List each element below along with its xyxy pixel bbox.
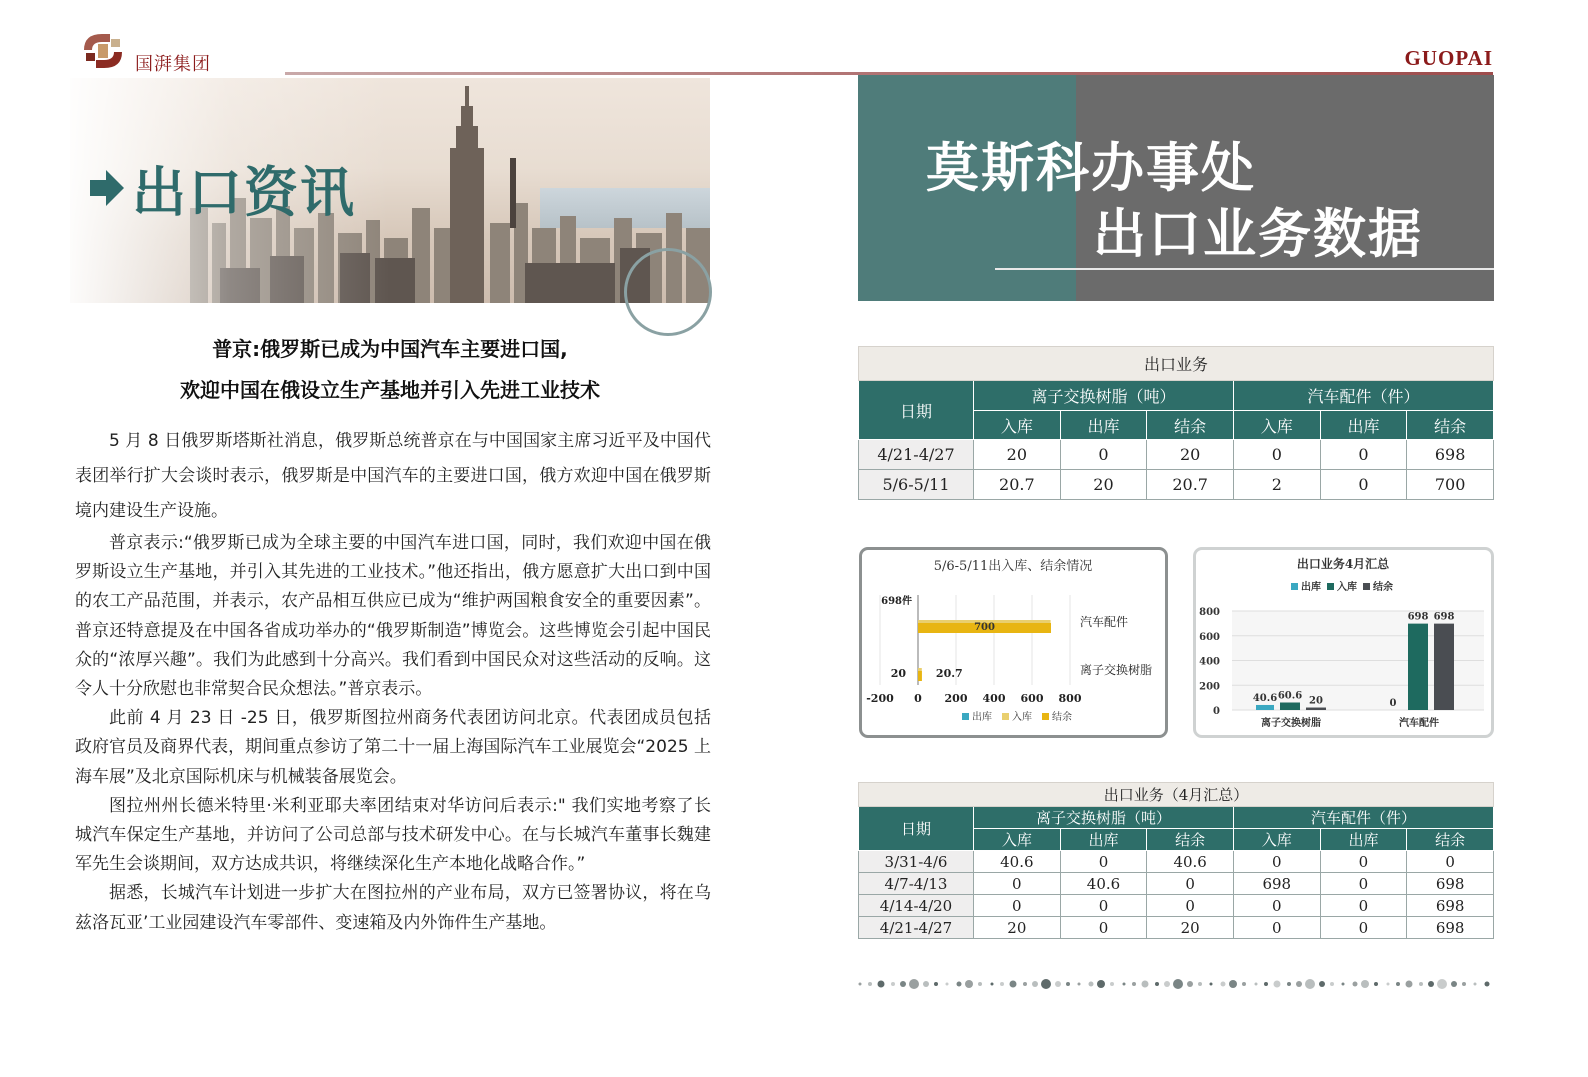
- table-cell: 0: [1147, 895, 1234, 917]
- table-cell: 0: [1060, 851, 1147, 873]
- table-row: [859, 470, 1494, 500]
- sub-header: 出库: [1320, 829, 1407, 851]
- sub-header: 入库: [1233, 829, 1320, 851]
- decorative-dot: [1055, 981, 1061, 987]
- table-cell: 0: [1147, 873, 1234, 895]
- office-subtitle: 出口业务数据: [1093, 204, 1423, 265]
- table-caption: 出口业务（4月汇总）: [859, 783, 1494, 807]
- legend-swatch: [1291, 583, 1298, 590]
- table-cell: 698: [1407, 873, 1494, 895]
- chart-data-label: 698件: [881, 596, 912, 607]
- decorative-dot: [1353, 982, 1358, 987]
- legend-label: 出库: [1301, 582, 1321, 593]
- decorative-dot: [1010, 981, 1017, 988]
- chart-bar: [1280, 703, 1300, 710]
- decorative-dot: [909, 979, 919, 989]
- chart-category-label: 汽车配件: [1080, 615, 1129, 629]
- table-cell: 20: [974, 917, 1061, 939]
- table-cell: 0: [1060, 440, 1147, 470]
- guopai-logo-icon: [80, 30, 126, 72]
- chart-tick-label: 800: [1199, 607, 1220, 618]
- decorative-dot: [1000, 982, 1004, 986]
- chart-tick-label: 400: [982, 692, 1006, 705]
- decorative-dot: [868, 982, 872, 986]
- decorative-dot: [1474, 983, 1477, 986]
- legend-label: 结余: [1052, 712, 1072, 723]
- chart-tick-label: 0: [1213, 706, 1220, 717]
- brand-right: GUOPAI: [1404, 46, 1493, 70]
- decorative-dot: [1319, 981, 1325, 987]
- header-underline: [995, 268, 1494, 270]
- legend-label: 出库: [972, 712, 992, 723]
- decorative-dot: [891, 982, 895, 986]
- decorative-dot: [1255, 983, 1258, 986]
- table-cell: 0: [1233, 851, 1320, 873]
- table-cell: 0: [1233, 440, 1320, 470]
- decorative-dot: [1387, 983, 1390, 986]
- resin-group-header: 离子交换树脂（吨）: [974, 807, 1234, 829]
- table-row: [859, 917, 1494, 939]
- decorative-dot: [934, 982, 938, 986]
- chart-title: 出口业务4月汇总: [1296, 557, 1390, 571]
- sub-header: 结余: [1147, 829, 1234, 851]
- table-cell: 20.7: [1147, 470, 1234, 500]
- chart-data-label: 700: [974, 622, 995, 633]
- banner-title: 出口资讯: [132, 161, 356, 224]
- decorative-dot: [923, 981, 929, 987]
- chart-bar: [1434, 624, 1454, 710]
- chart-bar: [918, 668, 922, 671]
- article-body: [75, 424, 711, 938]
- decorative-dot: [1229, 980, 1237, 988]
- table-cell: 0: [1320, 917, 1407, 939]
- decorative-dot: [1164, 981, 1170, 987]
- decorative-dot: [1305, 979, 1315, 989]
- table-cell: 0: [974, 873, 1061, 895]
- decorative-dot: [1123, 983, 1126, 986]
- decorative-dot: [1419, 982, 1423, 986]
- decorative-dot: [1374, 982, 1378, 986]
- decorative-dot: [1078, 983, 1081, 986]
- legend-swatch: [1363, 583, 1370, 590]
- decorative-dot: [946, 983, 949, 986]
- decorative-dot: [1089, 982, 1094, 987]
- chart-category-label: 汽车配件: [1399, 718, 1439, 729]
- table-cell: 4/7-4/13: [859, 873, 974, 895]
- decorative-dot: [1198, 982, 1202, 986]
- decorative-dot: [1396, 982, 1400, 986]
- chart-april-panel: [1193, 547, 1494, 738]
- decorative-dot: [1437, 979, 1447, 989]
- sub-header: 结余: [1147, 411, 1234, 440]
- sub-header: 结余: [1407, 411, 1494, 440]
- table-cell: 20: [974, 440, 1061, 470]
- decorative-dot: [1342, 983, 1345, 986]
- table-cell: 5/6-5/11: [859, 470, 974, 500]
- decorative-dot: [991, 983, 994, 986]
- decorative-dot: [965, 980, 973, 988]
- chart-bar: [918, 671, 922, 681]
- sub-header: 出库: [1060, 829, 1147, 851]
- decorative-dot: [1274, 981, 1281, 988]
- parts-group-header: 汽车配件（件）: [1233, 381, 1493, 411]
- table-row: [859, 873, 1494, 895]
- chart-weekly: [862, 550, 1165, 735]
- chart-bar: [1306, 708, 1326, 710]
- chart-tick-label: 600: [1199, 631, 1220, 643]
- article-title-line2: 欢迎中国在俄设立生产基地并引入先进工业技术: [180, 378, 600, 402]
- decorative-dot: [1451, 981, 1457, 987]
- chart-data-label: 698: [1433, 611, 1455, 623]
- table-cell: 40.6: [1147, 851, 1234, 873]
- article-paragraph: 普京表示:“俄罗斯已成为全球主要的中国汽车进口国，同时，我们欢迎中国在俄罗斯设立生产基地，并引入其先进的工业技术。”他还指出，俄方愿意扩大出口到中国的农工产品范围，并表示，农产品相互供应已成为“维护两国粮食安全的重要因素”。普京还特意提及在中国各省成功举办的“俄罗斯制造”博览会。这些博览会引起中国民众的“浓厚兴趣”。我们为此感到十分高兴。我们看到中国民众对这些活动的反响。这令人十分欣慰也非常契合民众想法。”普京表示。: [75, 533, 711, 700]
- chart-category-label: 离子交换树脂: [1080, 663, 1153, 677]
- article-paragraph: 图拉州州长德米特里·米利亚耶夫率团结束对华访问后表示:" 我们实地考察了长城汽车保定生产基地，并访问了公司总部与技术研发中心。在与长城汽车董事长魏建军先生会谈期间，双方达成共识，将继续深化生产本地化战略合作。”: [75, 795, 711, 875]
- sub-header: 结余: [1407, 829, 1494, 851]
- table-cell: 4/21-4/27: [859, 440, 974, 470]
- sub-header: 出库: [1060, 411, 1147, 440]
- sub-header: 出库: [1320, 411, 1407, 440]
- table-cell: 0: [1060, 895, 1147, 917]
- table-cell: 20: [1147, 917, 1234, 939]
- legend-label: 入库: [1337, 582, 1357, 593]
- decorative-dot: [978, 982, 982, 986]
- decorative-dot: [1361, 980, 1369, 988]
- decorative-dot: [1221, 982, 1226, 987]
- chart-data-label: 60.6: [1277, 690, 1303, 702]
- arrow-right-icon: [88, 168, 126, 208]
- chart-tick-label: 200: [944, 692, 968, 705]
- decorative-dot: [1041, 979, 1051, 989]
- chart-bar: [1408, 624, 1428, 710]
- decorative-dot: [1187, 981, 1193, 987]
- chart-category-label: 离子交换树脂: [1261, 718, 1321, 729]
- table-caption: 出口业务: [859, 347, 1494, 381]
- export-april-summary-table: [858, 782, 1494, 939]
- table-cell: 0: [1233, 917, 1320, 939]
- decorative-dot: [1330, 982, 1334, 986]
- decorative-dot: [1066, 982, 1070, 986]
- legend-swatch: [962, 713, 969, 720]
- sub-header: 入库: [1233, 411, 1320, 440]
- decorative-dot: [859, 983, 862, 986]
- decorative-dot: [1406, 981, 1413, 988]
- table-cell: 698: [1233, 873, 1320, 895]
- chart-tick-label: 200: [1199, 681, 1220, 693]
- decorative-dot: [1428, 981, 1434, 987]
- table-row: [859, 440, 1494, 470]
- table-cell: 0: [1060, 917, 1147, 939]
- office-title: 莫斯科办事处: [926, 138, 1256, 199]
- chart-data-label: 20: [890, 667, 906, 680]
- chart-tick-label: -200: [866, 692, 894, 705]
- decorative-dot: [1296, 981, 1302, 987]
- table-cell: 40.6: [974, 851, 1061, 873]
- chart-data-label: 698: [1407, 611, 1429, 623]
- sub-header: 入库: [974, 829, 1061, 851]
- chart-data-label: 40.6: [1252, 692, 1278, 704]
- table-cell: 20: [1147, 440, 1234, 470]
- chart-tick-label: 400: [1199, 656, 1220, 668]
- decorative-dot: [1485, 982, 1490, 987]
- chart-tick-label: 800: [1058, 692, 1082, 705]
- parts-group-header: 汽车配件（件）: [1233, 807, 1493, 829]
- date-header: 日期: [859, 381, 974, 440]
- decorative-dot: [878, 981, 885, 988]
- table-cell: 4/14-4/20: [859, 895, 974, 917]
- decorative-dot: [1462, 982, 1466, 986]
- table-cell: 2: [1233, 470, 1320, 500]
- export-business-table: [858, 346, 1494, 500]
- resin-group-header: 离子交换树脂（吨）: [974, 381, 1234, 411]
- table-cell: 698: [1407, 895, 1494, 917]
- decorative-dot: [1132, 982, 1136, 986]
- table-cell: 0: [1407, 851, 1494, 873]
- legend-swatch: [1042, 713, 1049, 720]
- chart-tick-label: 600: [1020, 692, 1044, 705]
- table-cell: 20.7: [974, 470, 1061, 500]
- table-cell: 700: [1407, 470, 1494, 500]
- chart-tick-label: 0: [914, 692, 922, 705]
- decorative-dot: [1032, 981, 1038, 987]
- chart-weekly-panel: [859, 547, 1168, 738]
- table-cell: 0: [1320, 895, 1407, 917]
- chart-data-label: 20.7: [935, 667, 963, 680]
- decorative-dot: [1173, 979, 1183, 989]
- table-cell: 698: [1407, 917, 1494, 939]
- decorative-dot: [1110, 982, 1114, 986]
- article-paragraph: 据悉，长城汽车计划进一步扩大在图拉州的产业布局，双方已签署协议，将在乌兹洛瓦亚’工业园建设汽车零部件、变速箱及内外饰件生产基地。: [75, 883, 711, 933]
- decorative-dot: [957, 982, 962, 987]
- table-cell: 0: [1320, 440, 1407, 470]
- legend-swatch: [1002, 713, 1009, 720]
- chart-bar: [1256, 705, 1274, 710]
- chart-title: 5/6-5/11出入库、结余情况: [933, 559, 1093, 574]
- decorative-dot: [1242, 982, 1246, 986]
- article-title-line1: 普京:俄罗斯已成为中国汽车主要进口国,: [212, 337, 568, 361]
- article-paragraph: 5 月 8 日俄罗斯塔斯社消息，俄罗斯总统普京在与中国国家主席习近平及中国代表团举行扩大会谈时表示，俄罗斯是中国汽车的主要进口国，俄方欢迎中国在俄罗斯境内建设生产设施。: [75, 431, 711, 521]
- decorative-dot-row: [858, 978, 1494, 990]
- table-cell: 0: [974, 895, 1061, 917]
- chart-data-label: 0: [1389, 698, 1397, 709]
- decorative-dot: [1287, 982, 1291, 986]
- table-row: [859, 851, 1494, 873]
- decorative-circle: [624, 248, 712, 336]
- decorative-dot: [1155, 982, 1159, 986]
- table-row: [859, 895, 1494, 917]
- date-header: 日期: [859, 807, 974, 851]
- table-cell: 0: [1320, 470, 1407, 500]
- article-paragraph: 此前 4 月 23 日 -25 日，俄罗斯图拉州商务代表团访问北京。代表团成员包括政府官员及商界代表，期间重点参访了第二十一届上海国际汽车工业展览会“2025 上海车展”及北京国际机床与机械装备展览会。: [75, 708, 711, 787]
- chart-april: [1196, 550, 1491, 735]
- table-cell: 0: [1320, 873, 1407, 895]
- table-cell: 698: [1407, 440, 1494, 470]
- decorative-dot: [1023, 982, 1027, 986]
- decorative-dot: [1097, 980, 1105, 988]
- legend-label: 结余: [1373, 582, 1393, 593]
- decorative-dot: [900, 981, 906, 987]
- decorative-dot: [1142, 981, 1149, 988]
- table-cell: 0: [1233, 895, 1320, 917]
- logo-text-cn: 国湃集团: [135, 54, 211, 75]
- table-cell: 4/21-4/27: [859, 917, 974, 939]
- decorative-dot: [1210, 983, 1213, 986]
- legend-label: 入库: [1012, 712, 1032, 723]
- sub-header: 入库: [974, 411, 1061, 440]
- table-cell: 20: [1060, 470, 1147, 500]
- table-cell: 40.6: [1060, 873, 1147, 895]
- legend-swatch: [1327, 583, 1334, 590]
- decorative-dot: [1264, 982, 1268, 986]
- table-cell: 3/31-4/6: [859, 851, 974, 873]
- table-cell: 0: [1320, 851, 1407, 873]
- chart-data-label: 20: [1309, 695, 1323, 707]
